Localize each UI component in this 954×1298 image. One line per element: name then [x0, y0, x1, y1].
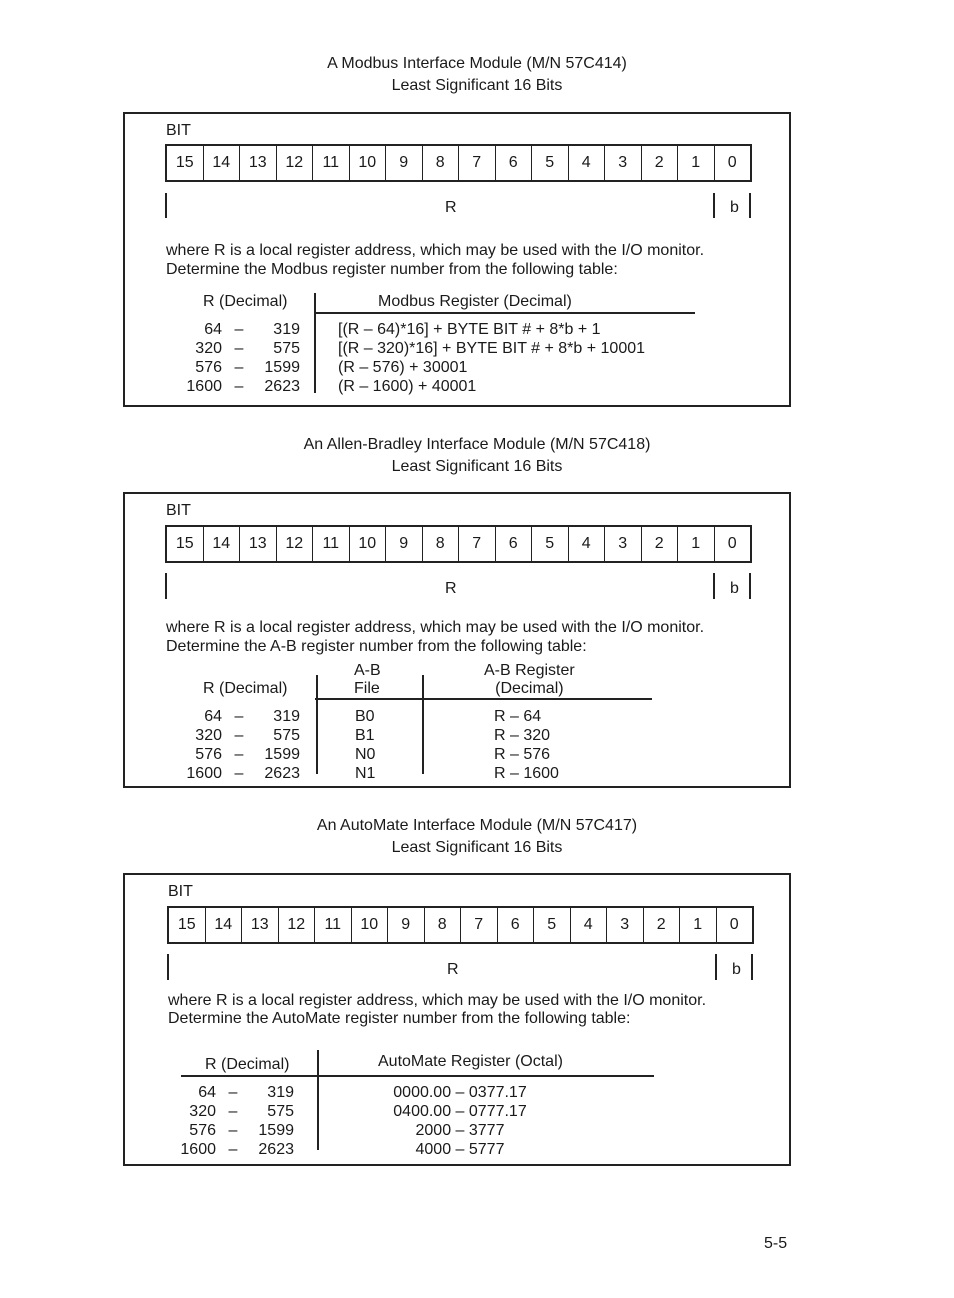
bit-label: BIT	[166, 122, 191, 139]
bit-cell: 11	[312, 527, 349, 561]
bit-cell: 3	[604, 146, 641, 180]
register-value: R – 64	[494, 708, 542, 725]
description-line: Determine the AutoMate register number from the following table:	[168, 1010, 631, 1027]
register-column	[338, 320, 645, 396]
bit-cell: 10	[351, 908, 388, 942]
range-row: 576 – 1599	[189, 1122, 294, 1139]
bit-cell: 6	[495, 527, 532, 561]
bit-cell: 9	[387, 908, 424, 942]
register-value: R – 1600	[494, 765, 559, 782]
range-row: 64 – 319	[198, 1084, 294, 1101]
description-line: where R is a local register address, which may be used with the I/O monitor.	[166, 619, 705, 636]
range-row: 1600 – 2623	[180, 1141, 294, 1158]
r-field-label: R	[445, 580, 457, 597]
col-header-r: R (Decimal)	[205, 1056, 290, 1073]
bit-cell: 15	[175, 535, 194, 552]
bit-cell: 0	[714, 527, 751, 561]
bit-row	[165, 525, 752, 563]
register-value: 0000.00 – 0377.17	[393, 1084, 527, 1101]
bit-row	[167, 906, 754, 944]
bit-cell: 7	[460, 908, 497, 942]
bit-cell: 10	[349, 146, 386, 180]
bit-cell: 2	[641, 146, 678, 180]
bit-cell: 8	[422, 527, 459, 561]
bit-cell: 3	[604, 527, 641, 561]
b-field-label: b	[732, 961, 741, 978]
file-column	[355, 707, 375, 783]
column-divider	[314, 293, 316, 393]
register-column	[494, 707, 559, 783]
col-header-register: A-B Register (Decimal)	[484, 662, 575, 697]
bit-cell: 11	[314, 908, 351, 942]
bit-cell: 11	[312, 146, 349, 180]
r-bracket-left	[165, 193, 167, 218]
register-value: (R – 1600) + 40001	[338, 378, 477, 395]
bit-cell: 5	[531, 146, 568, 180]
range-row: 64 – 319	[204, 321, 300, 338]
range-column	[176, 707, 300, 783]
register-value: 2000 – 3777	[415, 1122, 505, 1139]
register-value: 0400.00 – 0777.17	[393, 1103, 527, 1120]
bit-cell: 5	[533, 908, 570, 942]
b-bracket-right	[751, 954, 753, 980]
file-value: N0	[355, 746, 376, 763]
range-row: 64 – 319	[204, 708, 300, 725]
bit-cell: 2	[641, 527, 678, 561]
header-rule	[315, 312, 695, 314]
bit-cell: 3	[606, 908, 643, 942]
allen-bradley-title: An Allen-Bradley Interface Module (M/N 57C418) Least Significant 16 Bits	[303, 436, 651, 475]
bit-label: BIT	[166, 502, 191, 519]
range-row: 1600 – 2623	[186, 765, 300, 782]
r-bracket-right	[713, 193, 715, 218]
range-row: 320 – 575	[195, 340, 300, 357]
bit-cell: 15	[175, 154, 194, 171]
bit-cell: 7	[458, 146, 495, 180]
register-value: [(R – 64)*16] + BYTE BIT # + 8*b + 1	[338, 321, 601, 338]
bit-cell: 12	[276, 527, 313, 561]
range-row: 1600 – 2623	[186, 378, 300, 395]
header-rule	[315, 698, 652, 700]
register-value: R – 320	[494, 727, 551, 744]
r-field-label: R	[447, 961, 459, 978]
col-header-r: R (Decimal)	[203, 293, 288, 310]
bit-cell: 14	[203, 146, 240, 180]
register-value: (R – 576) + 30001	[338, 359, 468, 376]
bit-label: BIT	[168, 883, 193, 900]
range-column	[170, 1083, 294, 1159]
bit-row	[165, 144, 752, 182]
r-bracket-left	[167, 954, 169, 980]
b-bracket-right	[749, 193, 751, 218]
column-divider	[317, 1050, 319, 1150]
bit-cell: 4	[570, 908, 607, 942]
column-divider	[316, 675, 318, 774]
file-value: B1	[355, 727, 375, 744]
range-column	[176, 320, 300, 396]
header-rule	[181, 1075, 654, 1077]
page-number: 5-5	[764, 1235, 788, 1252]
bit-cell: 12	[278, 908, 315, 942]
bit-cell: 0	[714, 146, 751, 180]
range-row: 320 – 575	[189, 1103, 294, 1120]
bit-cell: 5	[531, 527, 568, 561]
bit-cell: 9	[385, 146, 422, 180]
bit-cell: 7	[458, 527, 495, 561]
register-column	[360, 1083, 560, 1159]
bit-cell: 6	[497, 908, 534, 942]
r-field-label: R	[445, 199, 457, 216]
bit-cell: 14	[205, 908, 242, 942]
b-field-label: b	[730, 580, 739, 597]
bit-cell: 4	[568, 527, 605, 561]
bit-cell: 8	[424, 908, 461, 942]
col-header-register: Modbus Register (Decimal)	[378, 293, 572, 310]
description-line: Determine the Modbus register number from the following table:	[166, 261, 618, 278]
range-row: 576 – 1599	[195, 746, 300, 763]
b-bracket-right	[749, 573, 751, 599]
automate-title: An AutoMate Interface Module (M/N 57C417) Least Significant 16 Bits	[316, 817, 638, 856]
r-bracket-left	[165, 573, 167, 599]
bit-cell: 13	[241, 908, 278, 942]
col-header-r: R (Decimal)	[203, 680, 288, 697]
file-value: B0	[355, 708, 375, 725]
bit-cell: 2	[643, 908, 680, 942]
description-line: Determine the A-B register number from the following table:	[166, 638, 587, 655]
range-row: 576 – 1599	[195, 359, 300, 376]
r-bracket-right	[715, 954, 717, 980]
description-line: where R is a local register address, which may be used with the I/O monitor.	[168, 992, 707, 1009]
bit-cell: 0	[716, 908, 753, 942]
bit-cell: 1	[677, 146, 714, 180]
b-field-label: b	[730, 199, 739, 216]
modbus-title: A Modbus Interface Module (M/N 57C414) Least Significant 16 Bits	[327, 55, 627, 94]
bit-cell: 14	[203, 527, 240, 561]
column-divider	[422, 675, 424, 774]
bit-cell: 4	[568, 146, 605, 180]
bit-cell: 15	[177, 916, 196, 933]
bit-cell: 12	[276, 146, 313, 180]
range-row: 320 – 575	[195, 727, 300, 744]
col-header-register: AutoMate Register (Octal)	[378, 1053, 563, 1070]
bit-cell: 1	[677, 527, 714, 561]
bit-cell: 9	[385, 527, 422, 561]
description-line: where R is a local register address, which may be used with the I/O monitor.	[166, 242, 705, 259]
bit-cell: 13	[239, 146, 276, 180]
bit-cell: 1	[679, 908, 716, 942]
bit-cell: 6	[495, 146, 532, 180]
register-value: 4000 – 5777	[415, 1141, 505, 1158]
col-header-file: A-B File	[354, 662, 381, 697]
file-value: N1	[355, 765, 376, 782]
register-value: R – 576	[494, 746, 551, 763]
r-bracket-right	[713, 573, 715, 599]
bit-cell: 10	[349, 527, 386, 561]
register-value: [(R – 320)*16] + BYTE BIT # + 8*b + 10001	[338, 340, 646, 357]
bit-cell: 13	[239, 527, 276, 561]
bit-cell: 8	[422, 146, 459, 180]
